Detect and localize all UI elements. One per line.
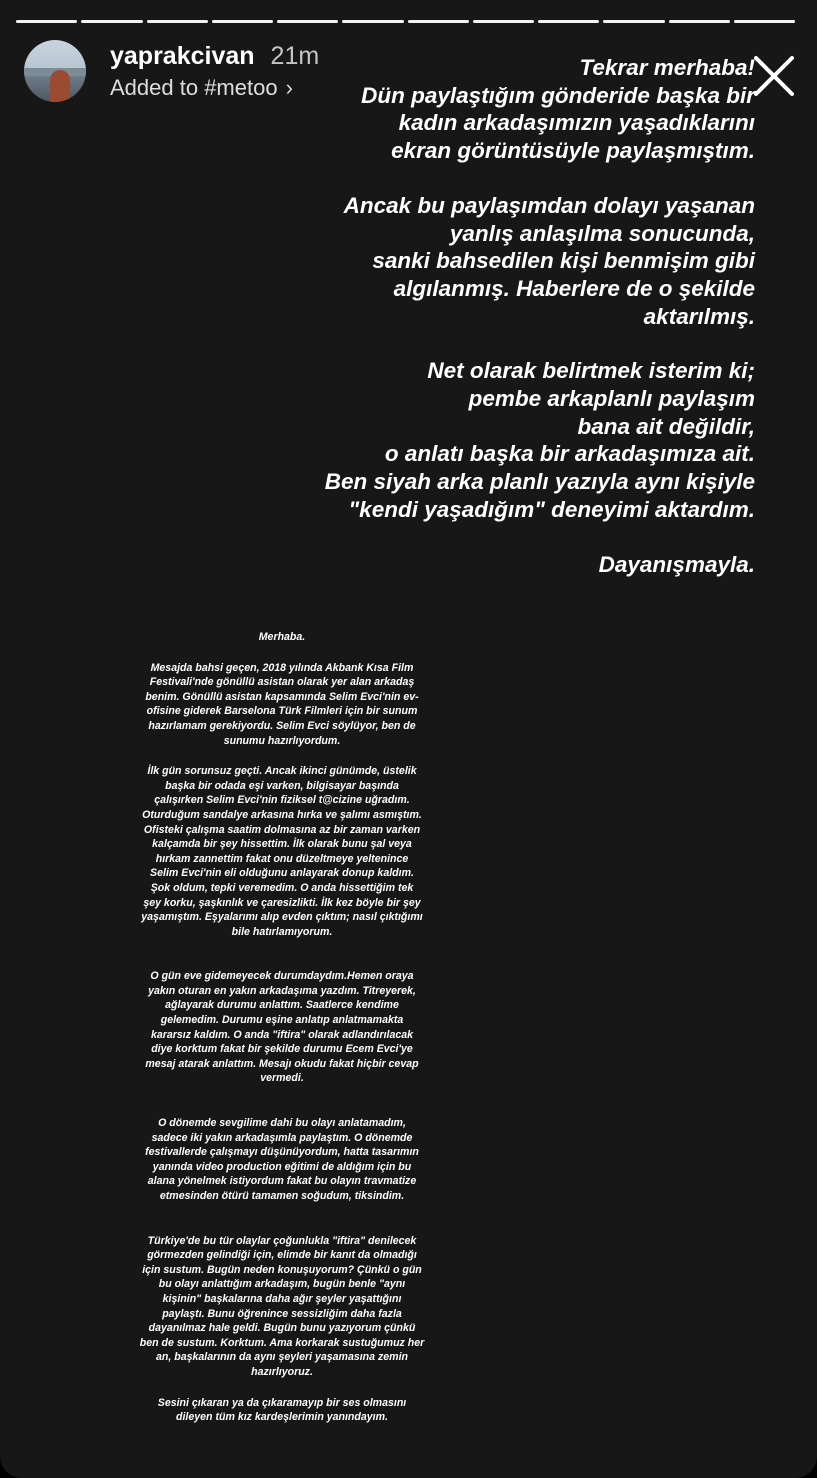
doc-line: Oturduğum sandalye arkasına hırka ve şalımı asmıştım.: [142, 808, 422, 821]
doc-line: diye korktum fakat bir şekilde durumu Ecem Evci'ye: [151, 1043, 413, 1056]
statement-line: Ben siyah arka planlı yazıyla aynı kişiyle: [324, 469, 755, 495]
progress-segment: [16, 20, 77, 23]
progress-segment: [212, 20, 273, 23]
statement-line: bana ait değildir,: [577, 413, 755, 439]
progress-segment: [81, 20, 142, 23]
doc-line: Mesajda bahsi geçen, 2018 yılında Akbank Kısa Film: [150, 661, 414, 674]
shared-document-image: [96, 630, 468, 1425]
statement-line: o anlatı başka bir arkadaşımıza ait.: [384, 441, 755, 467]
progress-segment: [473, 20, 534, 23]
doc-line: dileyen tüm kız kardeşlerimin yanındayım.: [176, 1411, 388, 1424]
doc-line: Türkiye'de bu tür olaylar çoğunlukla "iftira" denilecek: [147, 1234, 417, 1247]
progress-segment: [147, 20, 208, 23]
avatar[interactable]: [24, 40, 86, 102]
statement-line: yanlış anlaşılma sonucunda,: [449, 220, 755, 246]
doc-line: Festivali'nde gönüllü asistan olarak yer alan arkadaş: [149, 676, 415, 689]
doc-line: benim. Gönüllü asistan kapsamında Selim Evci'nin ev-: [145, 690, 419, 703]
post-time: 21m: [270, 41, 320, 70]
doc-line: yaşamıştım. Eşyalarımı alıp evden çıktım; nasıl çıktığımı: [141, 911, 423, 924]
doc-line: Şok oldum, tepki veremedim. O anda hissettiğim tek: [150, 881, 414, 894]
statement-line: "kendi yaşadığım" deneyimi aktardım.: [348, 496, 755, 522]
doc-line: ben de sustum. Korktum. Ama korkarak sustuğumuz her: [139, 1336, 425, 1349]
progress-segment: [538, 20, 599, 23]
doc-line: başka bir odada eşi varken, bilgisayar başında: [165, 779, 399, 792]
doc-line: şey korku, şaşkınlık ve çaresizlikti. İlk kez böyle bir şey: [143, 896, 421, 909]
statement-line: algılanmış. Haberlere de o şekilde: [393, 275, 755, 301]
doc-line: gelemedim. Durumu eşine anlatıp anlatmamakta: [160, 1014, 404, 1027]
doc-line: vermedi.: [260, 1072, 304, 1085]
added-to-label: Added to #metoo: [110, 74, 278, 100]
doc-line: festivallerde çalışmayı düşünüyordum, hatta tasarımın: [145, 1146, 419, 1159]
doc-line: kişinin" başkalarına daha ağır şeyler yaşattığını: [162, 1292, 402, 1305]
doc-line: için sustum. Bugün neden konuşuyorum? Çünkü o gün: [142, 1263, 422, 1276]
chevron-right-icon: ›: [285, 74, 293, 100]
doc-line: hazırlıyoruz.: [251, 1365, 313, 1378]
doc-line: etmesinden ötürü tamamen soğudum, tiksindim.: [159, 1190, 405, 1202]
doc-line: Sesini çıkaran ya da çıkaramayıp bir ses olmasını: [157, 1396, 407, 1409]
doc-line: çalışırken Selim Evci'nin fiziksel t@cizine uğradım.: [154, 794, 410, 807]
doc-line: dayanılmaz hale geldi. Bugün bunu yazıyorum çünkü: [148, 1322, 416, 1335]
statement-line: sanki bahsedilen kişi benmişim gibi: [372, 248, 755, 274]
doc-line: kararsız kaldım. O anda "iftira" olarak adlandırılacak: [150, 1028, 414, 1041]
progress-segment: [342, 20, 403, 23]
doc-line: Selim Evci'nin eli olduğunu anlayarak donup kaldım.: [150, 867, 414, 880]
doc-line: yakın oturan en yakın arkadaşıma yazdım. Titreyerek,: [148, 984, 416, 997]
close-icon[interactable]: [752, 54, 796, 98]
doc-line: hırkam zannettim fakat onu düzeltmeye yeltenince: [155, 852, 409, 865]
doc-line: yanında video production eğitimi de aldığım için bu: [152, 1160, 412, 1173]
statement-text: [135, 54, 755, 578]
progress-segment: [277, 20, 338, 23]
statement-line: ekran görüntüsüyle paylaşmıştım.: [391, 138, 755, 164]
doc-line: görmezden gelindiği için, elimde bir kanıt da olmadığı: [147, 1249, 417, 1262]
username[interactable]: yaprakcivan: [110, 41, 255, 70]
statement-line: pembe arkaplanlı paylaşım: [468, 386, 755, 412]
doc-line: O gün eve gidemeyecek durumdaydım.Hemen oraya: [150, 970, 414, 983]
doc-line: ağlayarak durumu anlattım. Saatlerce kendime: [165, 999, 399, 1012]
avatar-figure: [50, 70, 70, 102]
doc-line: paylaştı. Bunu öğrenince sessizliğim daha fazla: [162, 1307, 402, 1320]
progress-segment: [408, 20, 469, 23]
story-progress-bar: [16, 20, 795, 24]
doc-line: Ofisteki çalışma saatim dolmasına az bir zaman varken: [143, 823, 421, 836]
doc-line: hazırlamam gerekiyordu. Selim Evci söylüyor, ben de: [148, 719, 416, 732]
statement-closing: Dayanışmayla.: [598, 551, 755, 577]
statement-line: aktarılmış.: [643, 303, 755, 329]
statement-line: Ancak bu paylaşımdan dolayı yaşanan: [343, 192, 755, 218]
doc-line: alana yönelmek istiyordum fakat bu olayın travmatize: [147, 1175, 417, 1188]
doc-line: kalçamda bir şey hissettim. İlk olarak bunu şal veya: [152, 838, 412, 851]
progress-segment: [734, 20, 795, 23]
progress-segment: [603, 20, 664, 23]
doc-line: sunumu hazırlıyordum.: [223, 734, 341, 747]
doc-line: mesaj atarak anlattım. Mesajı okudu fakat hiçbir cevap: [145, 1057, 419, 1070]
progress-segment: [669, 20, 730, 23]
doc-line: bu olayı anlattığım arkadaşım, bugün benle "aynı: [158, 1278, 406, 1291]
doc-line: ofisine giderek Barselona Türk Filmleri için bir sunum: [146, 705, 418, 718]
doc-line: an, başkalarının da aynı şeyleri yaşamasına zemin: [155, 1351, 409, 1364]
doc-line: bile hatırlamıyorum.: [231, 925, 333, 938]
doc-greeting: Merhaba.: [258, 631, 306, 643]
doc-line: O dönemde sevgilime dahi bu olayı anlatamadım,: [158, 1117, 406, 1130]
statement-line: Dün paylaştığım gönderide başka bir: [361, 82, 755, 108]
statement-line: kadın arkadaşımızın yaşadıklarını: [398, 110, 755, 136]
statement-line: Net olarak belirtmek isterim ki;: [427, 358, 755, 384]
doc-line: İlk gün sorunsuz geçti. Ancak ikinci günümde, üstelik: [147, 765, 417, 778]
statement-greeting: Tekrar merhaba!: [579, 55, 755, 80]
doc-line: sadece iki yakın arkadaşımla paylaştım. O dönemde: [151, 1131, 413, 1144]
